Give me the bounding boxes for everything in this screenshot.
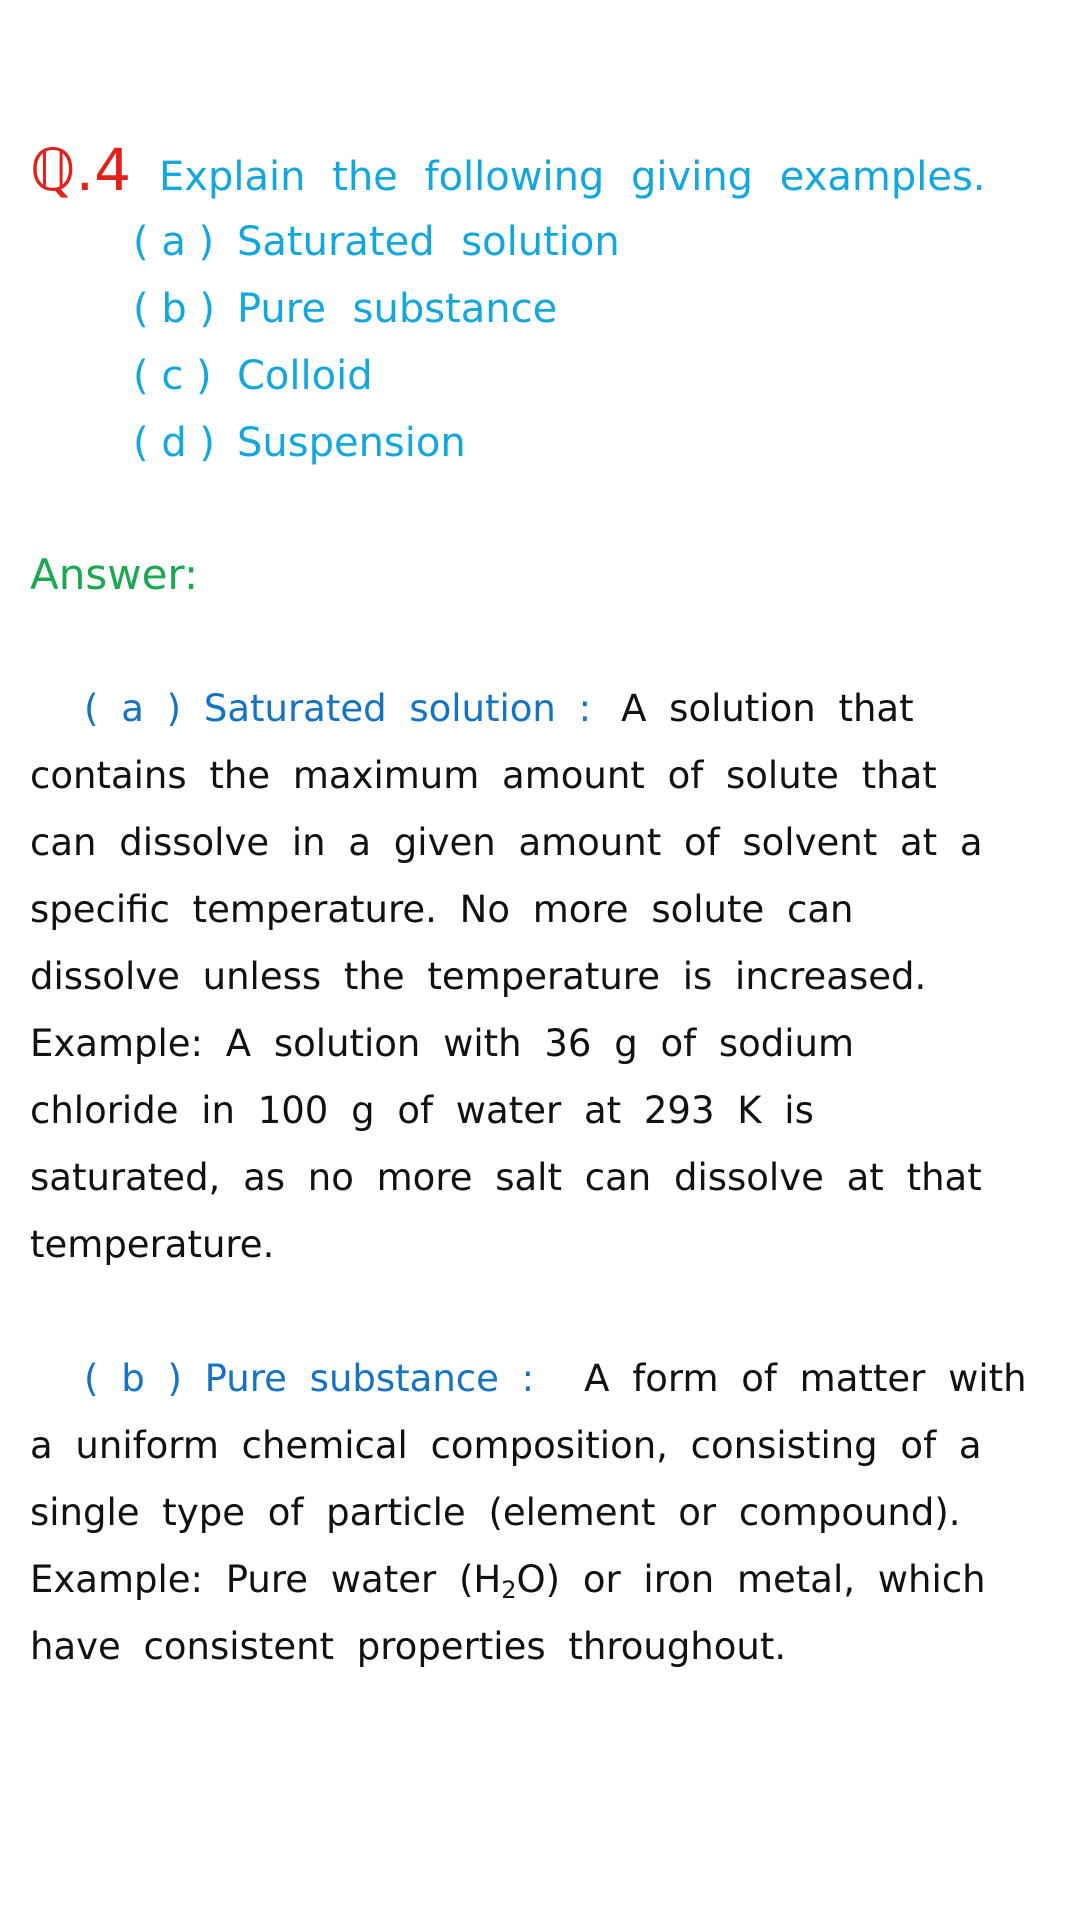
answer-a-line-1 (30, 675, 1060, 742)
option-d (133, 409, 620, 476)
answer-a-line-7 (30, 1077, 1060, 1144)
option-letter: ( a ) (133, 218, 215, 265)
answer-b-line-1 (30, 1345, 1060, 1412)
option-letter: ( d ) (133, 419, 216, 466)
answer-b-text (30, 1546, 986, 1613)
answer-a-text: specific temperature. No more solute can (30, 888, 854, 931)
answer-a-text: chloride in 100 g of water at 293 K is (30, 1089, 814, 1132)
option-b (133, 275, 620, 342)
answer-b-text: a uniform chemical composition, consisting of a (30, 1424, 982, 1467)
answer-a-line-5 (30, 943, 1060, 1010)
answer-a-line-6 (30, 1010, 1060, 1077)
answer-a-text: dissolve unless the temperature is increased. (30, 955, 927, 998)
answer-part-a (30, 675, 1060, 1278)
answer-b-line-4 (30, 1546, 1060, 1613)
answer-b-text: single type of particle (element or compound). (30, 1491, 961, 1534)
answer-a-line-8 (30, 1144, 1060, 1211)
option-text: Pure substance (237, 285, 558, 332)
answer-b-text: A form of matter with (584, 1357, 1027, 1400)
answer-a-heading: ( a ) Saturated solution : (84, 687, 592, 730)
answer-a-line-9 (30, 1211, 1060, 1278)
answer-a-line-4 (30, 876, 1060, 943)
option-text: Saturated solution (237, 218, 620, 265)
answer-a-text: saturated, as no more salt can dissolve at that (30, 1156, 982, 1199)
question-options (133, 208, 620, 476)
answer-a-line-3 (30, 809, 1060, 876)
answer-b-text-part: Example: Pure water (H (30, 1558, 502, 1601)
option-c (133, 342, 620, 409)
answer-a-text: can dissolve in a given amount of solvent at a (30, 821, 983, 864)
answer-a-text: A solution that (621, 687, 914, 730)
question-number: ℚ.4 (30, 136, 131, 204)
answer-label: Answer: (30, 550, 199, 599)
option-letter: ( c ) (133, 352, 212, 399)
answer-a-text: contains the maximum amount of solute that (30, 754, 937, 797)
question-prompt: Explain the following giving examples. (159, 154, 986, 200)
answer-b-line-5 (30, 1613, 1060, 1680)
answer-b-text: have consistent properties throughout. (30, 1625, 787, 1668)
option-text: Colloid (237, 352, 373, 399)
answer-a-text: Example: A solution with 36 g of sodium (30, 1022, 855, 1065)
answer-b-heading: ( b ) Pure substance : (84, 1357, 535, 1400)
option-text: Suspension (237, 419, 466, 466)
answer-a-line-2 (30, 742, 1060, 809)
answer-b-text-part: O) or iron metal, which (516, 1558, 986, 1601)
answer-b-line-2 (30, 1412, 1060, 1479)
answer-part-b (30, 1345, 1060, 1680)
question-line (30, 130, 986, 210)
option-letter: ( b ) (133, 285, 216, 332)
answer-b-line-3 (30, 1479, 1060, 1546)
subscript: 2 (501, 1576, 517, 1604)
option-a (133, 208, 620, 275)
answer-a-text: temperature. (30, 1223, 275, 1266)
